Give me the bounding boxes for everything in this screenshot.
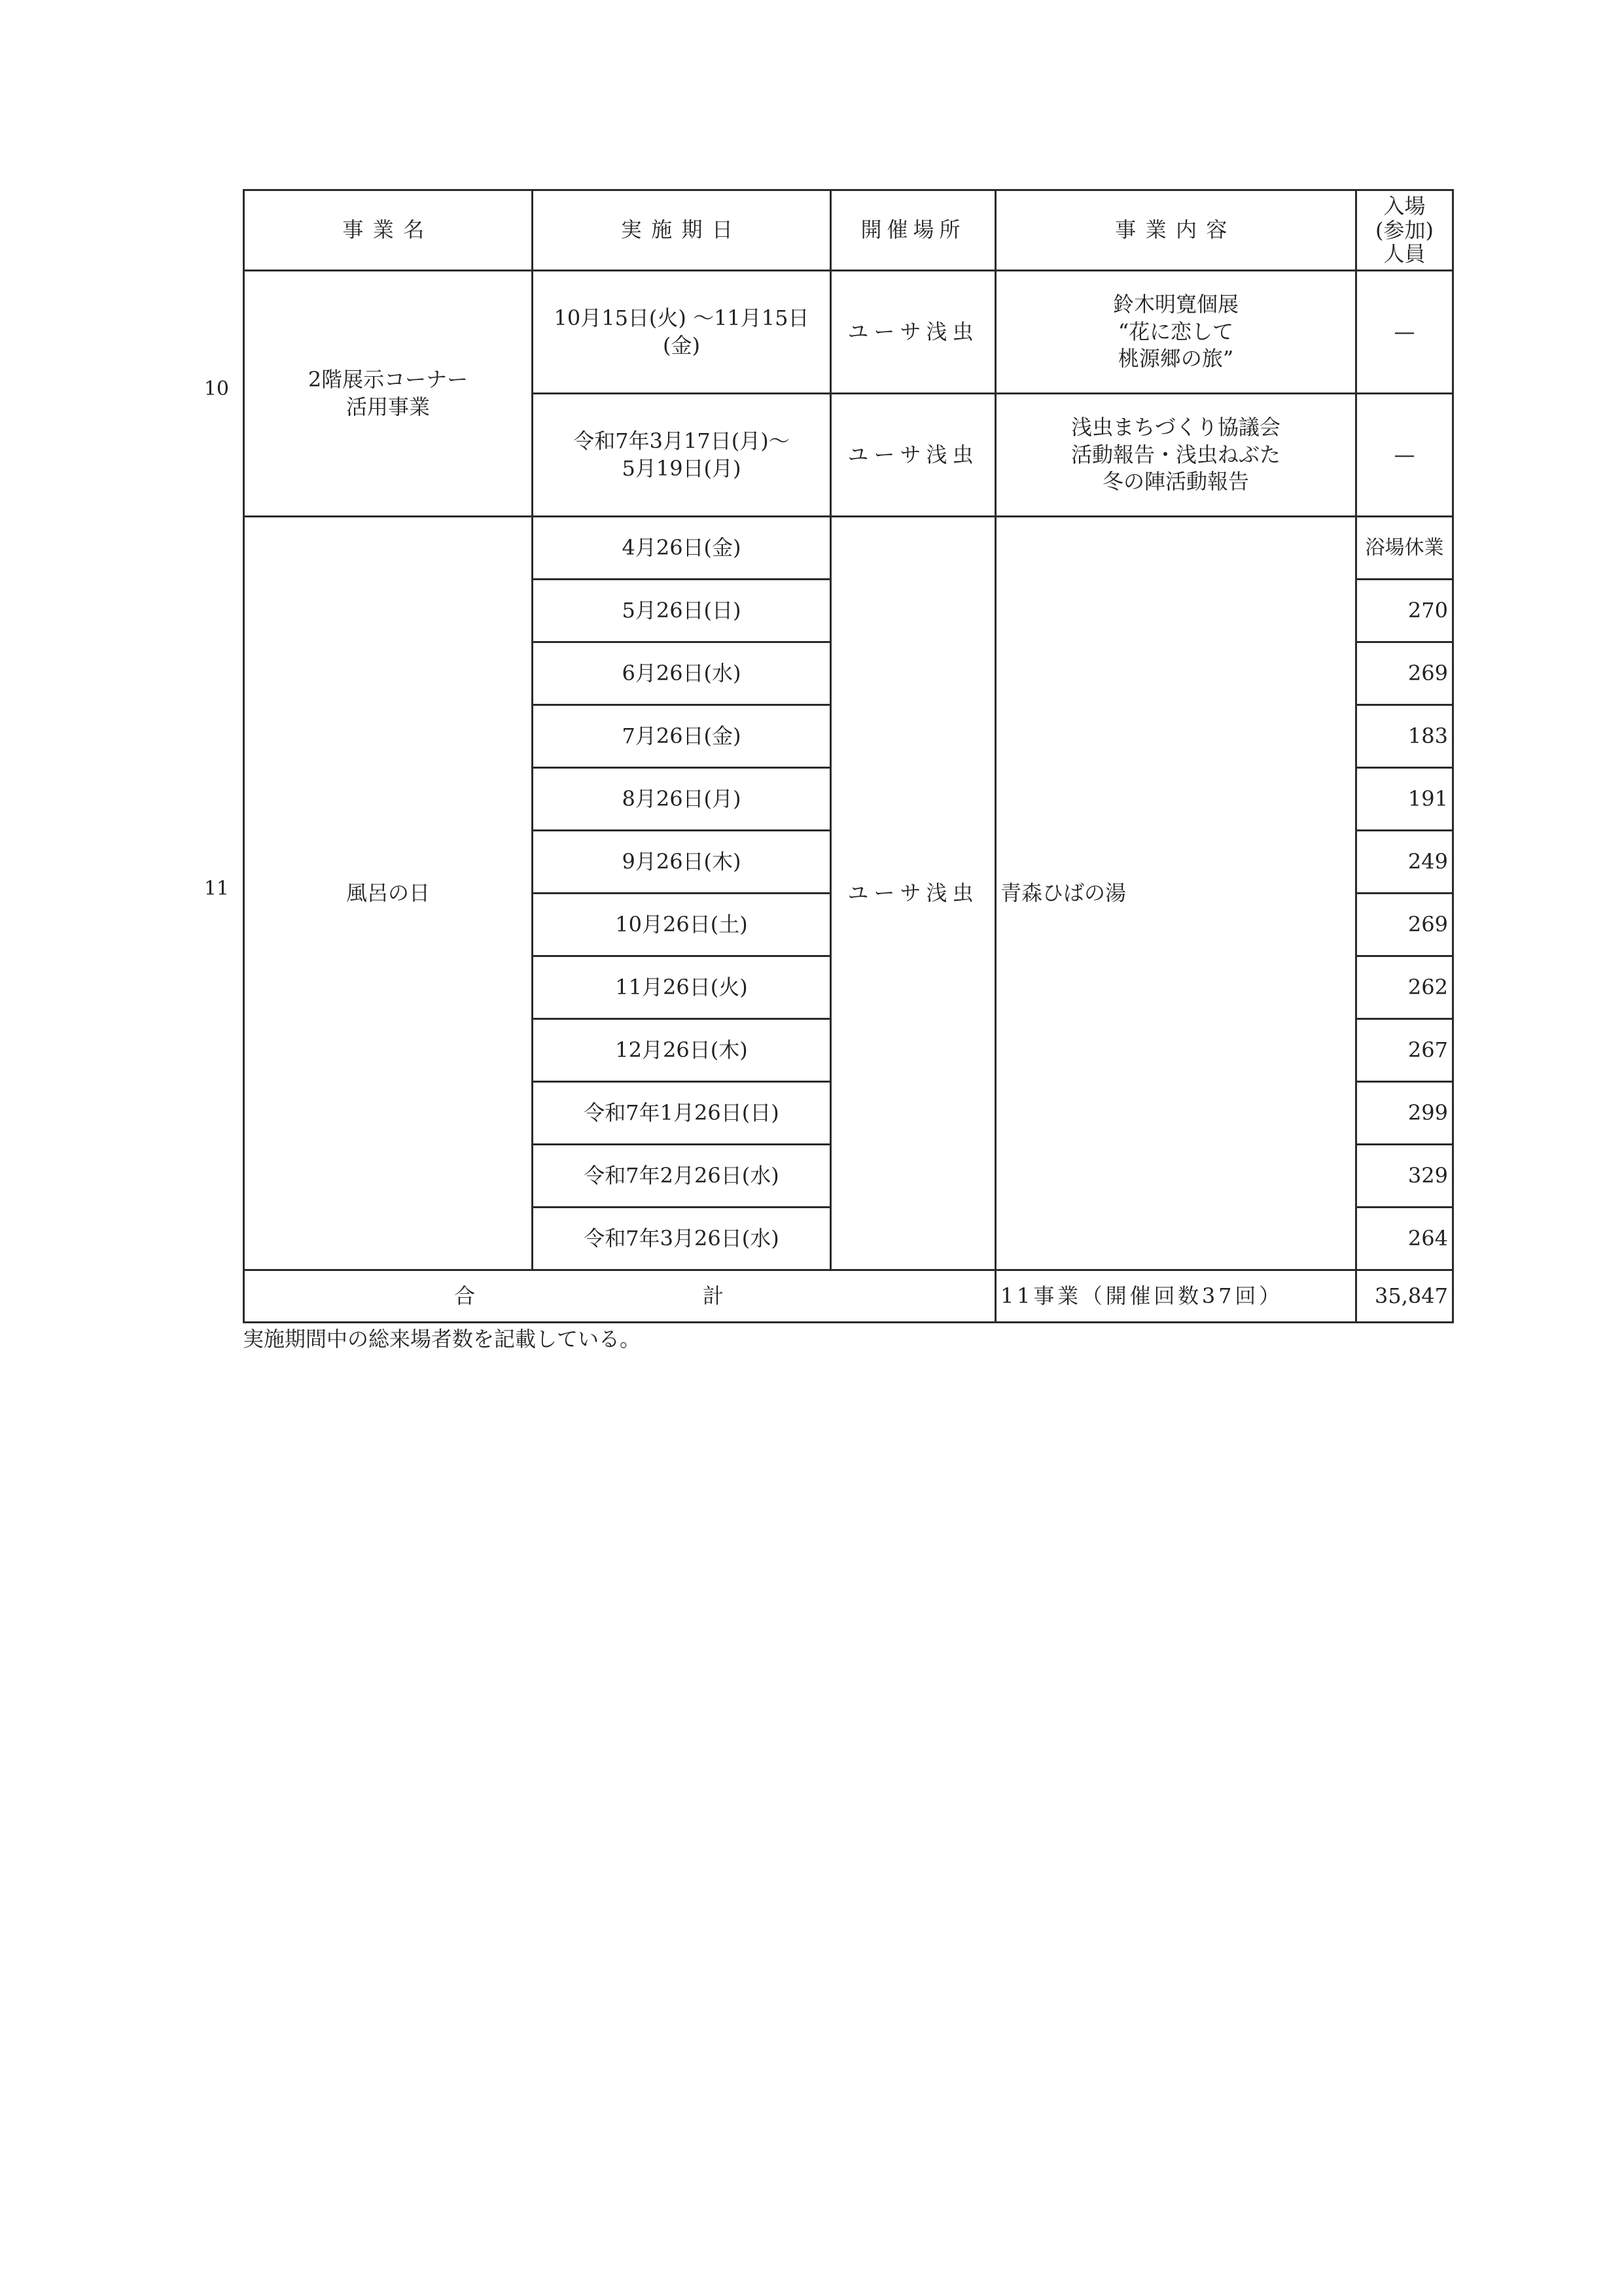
date-cell: 4月26日(金) <box>533 517 831 580</box>
header-dates: 実施期日 <box>533 190 831 271</box>
total-label-cell <box>244 1270 996 1323</box>
date-cell <box>533 394 831 517</box>
date-line1: 10月15日(火) ～11月15日 <box>554 305 809 330</box>
date-cell: 10月26日(土) <box>533 894 831 956</box>
content-line2: 活動報告・浅虫ねぶた <box>1070 442 1280 467</box>
attendance-cell: 270 <box>1356 580 1453 642</box>
date-line1: 令和7年3月17日(月)～ <box>573 428 790 453</box>
date-line2: (金) <box>663 332 700 358</box>
date-cell: 令和7年1月26日(日) <box>533 1082 831 1145</box>
attendance-cell: 269 <box>1356 894 1453 956</box>
total-label-left: 合 <box>454 1283 476 1308</box>
content-line1: 鈴木明寛個展 <box>1112 292 1239 317</box>
total-row <box>244 1270 1453 1323</box>
events-table <box>243 189 1454 1323</box>
footnote: 実施期間中の総来場者数を記載している。 <box>243 1327 641 1351</box>
header-content: 事業内容 <box>996 190 1356 271</box>
attendance-cell: 264 <box>1356 1208 1453 1270</box>
attendance-cell: 267 <box>1356 1019 1453 1082</box>
date-cell: 9月26日(木) <box>533 831 831 894</box>
date-cell: 5月26日(日) <box>533 580 831 642</box>
project-name-line1: 2階展示コーナー <box>308 366 468 392</box>
header-attendance-line2: (参加) <box>1375 217 1434 243</box>
table-row <box>244 271 1453 394</box>
header-row <box>244 190 1453 271</box>
date-cell: 7月26日(金) <box>533 705 831 768</box>
attendance-cell: 269 <box>1356 642 1453 705</box>
attendance-cell: 浴場休業 <box>1356 517 1453 580</box>
project-name-line2: 活用事業 <box>345 394 430 419</box>
attendance-cell: — <box>1356 394 1453 517</box>
header-attendance-line3: 人員 <box>1383 241 1426 267</box>
content-line2: “花に恋して <box>1118 319 1234 344</box>
date-cell: 令和7年3月26日(水) <box>533 1208 831 1270</box>
header-venue: 開催場所 <box>831 190 996 271</box>
attendance-cell: 262 <box>1356 956 1453 1019</box>
date-cell: 11月26日(火) <box>533 956 831 1019</box>
content-cell <box>996 271 1356 394</box>
total-label-right: 計 <box>703 1283 724 1308</box>
attendance-cell: 329 <box>1356 1145 1453 1208</box>
row-number-11: 11 <box>203 877 229 900</box>
attendance-cell: 183 <box>1356 705 1453 768</box>
header-project-name: 事業名 <box>244 190 533 271</box>
date-cell: 12月26日(木) <box>533 1019 831 1082</box>
row-number-10: 10 <box>203 377 229 400</box>
total-attendance: 35,847 <box>1356 1270 1453 1323</box>
project-name-cell: 風呂の日 <box>244 517 533 1270</box>
content-cell <box>996 394 1356 517</box>
venue-cell: ユーサ浅虫 <box>831 394 996 517</box>
date-cell: 令和7年2月26日(水) <box>533 1145 831 1208</box>
date-line2: 5月19日(月) <box>622 455 741 481</box>
content-line3: 桃源郷の旅” <box>1118 346 1234 372</box>
attendance-cell: 191 <box>1356 768 1453 831</box>
content-cell: 青森ひばの湯 <box>996 517 1356 1270</box>
header-attendance-line1: 入場 <box>1383 193 1426 218</box>
date-cell <box>533 271 831 394</box>
header-attendance <box>1356 190 1453 271</box>
table-row <box>244 517 1453 580</box>
total-summary: 11事業（開催回数37回） <box>996 1270 1356 1323</box>
content-line3: 冬の陣活動報告 <box>1102 469 1249 495</box>
date-cell: 6月26日(水) <box>533 642 831 705</box>
venue-cell: ユーサ浅虫 <box>831 517 996 1270</box>
date-cell: 8月26日(月) <box>533 768 831 831</box>
project-name-cell <box>244 271 533 517</box>
attendance-cell: — <box>1356 271 1453 394</box>
attendance-cell: 249 <box>1356 831 1453 894</box>
content-line1: 浅虫まちづくり協議会 <box>1071 415 1280 440</box>
venue-cell: ユーサ浅虫 <box>831 271 996 394</box>
attendance-cell: 299 <box>1356 1082 1453 1145</box>
